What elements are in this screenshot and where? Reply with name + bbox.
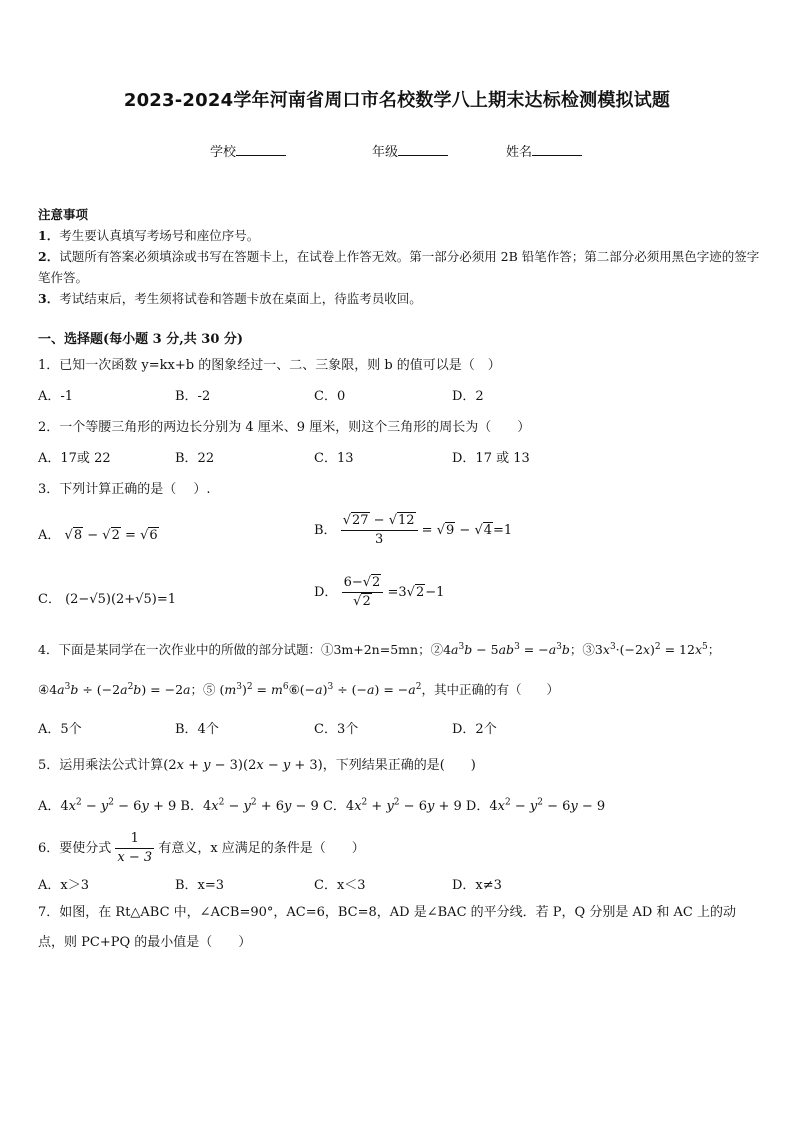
- math-expression: √2: [102, 528, 120, 543]
- q3-option-d[interactable]: D． $\frac{6-√2}{√2}$ =3√2−1: [314, 575, 445, 609]
- grade-label: 年级: [372, 145, 399, 160]
- fraction: [115, 830, 154, 867]
- operator: −: [87, 528, 99, 543]
- grade-blank[interactable]: [398, 142, 448, 156]
- question-6-stem: [38, 830, 760, 867]
- q5-tail: ，下列结果正确的是( ): [322, 758, 476, 773]
- q4-intro: 4．下面是某同学在一次作业中的所做的部分试题：①3m+2n=5mn；②: [38, 642, 444, 657]
- fraction: [342, 574, 384, 611]
- fraction-denominator: √2: [353, 594, 371, 609]
- q5-option-b[interactable]: B．$4x^2 - y^2 + 6y - 9$: [180, 797, 319, 814]
- q3-d-label: D．: [314, 585, 338, 600]
- math-expression: √8: [64, 528, 83, 543]
- radicand: 9: [446, 523, 455, 538]
- q6-option-d[interactable]: D．x≠3: [452, 878, 502, 893]
- grade-field[interactable]: [372, 141, 448, 160]
- formula-4: $④4a^3b \div (-2a^2b) = -2a$；⑤ $(m^3)^2$ = $m^6⑥(-a)^3 \div (-a) = -a^2$: [38, 681, 422, 697]
- q4-tail: ，其中正确的有（ ）: [421, 682, 559, 697]
- name-blank[interactable]: [532, 142, 582, 156]
- radicand: 2: [415, 585, 425, 600]
- q1-option-b[interactable]: B．-2: [175, 389, 211, 404]
- radicand: 6: [149, 528, 158, 543]
- q5-intro: 5．运用乘法公式计算: [38, 758, 164, 773]
- note-item: [38, 225, 760, 246]
- q6-option-c[interactable]: C．x＜3: [314, 878, 366, 893]
- question-7-stem: 7．如图，在 Rt△ABC 中，∠ACB=90°，AC=6，BC=8，AD 是∠BAC 的平分线．若 P，Q 分别是 AD 和 AC 上的动点，则 PC+PQ 的最小值是（ ）: [38, 905, 736, 950]
- radicand: 8: [73, 528, 83, 543]
- q3-c-label: C．: [38, 592, 61, 607]
- q4-option-b[interactable]: B．4个: [175, 722, 219, 737]
- q6-option-b[interactable]: B．x=3: [175, 878, 225, 893]
- q2-option-b[interactable]: B．22: [175, 451, 215, 466]
- note-number: 1．: [38, 228, 60, 243]
- fraction-numerator: √27 − √12: [341, 512, 418, 531]
- radicand: 2: [111, 528, 120, 543]
- q1-option-a[interactable]: A．-1: [38, 389, 74, 404]
- note-item: [38, 288, 760, 309]
- question-4-stem: [38, 640, 760, 658]
- q6-tail: 有意义，x 应满足的条件是（ ）: [158, 841, 365, 856]
- formula: (2x + y − 3)(2x − y + 3): [163, 758, 323, 773]
- page-title: 2023-2024学年河南省周口市名校数学八上期末达标检测模拟试题: [123, 90, 671, 111]
- fraction-denominator: 3: [374, 532, 384, 547]
- q2-option-a[interactable]: A．17或 22: [38, 451, 111, 466]
- question-2-stem: 2．一个等腰三角形的两边长分别为 4 厘米、9 厘米，则这个三角形的周长为（ ）: [38, 420, 531, 435]
- name-field[interactable]: [506, 141, 582, 160]
- equals-part: =1: [493, 523, 513, 538]
- q3-a-label: A．: [38, 528, 61, 543]
- q4-option-d[interactable]: D．2个: [452, 722, 497, 737]
- formula-2: $4a^3b - 5ab^3 = -a^3b$；$③3x^3\cdot(-2x)^2 = 12x^5$；: [443, 641, 721, 657]
- note-number: 3．: [38, 291, 60, 306]
- q1-option-d[interactable]: D．2: [452, 389, 484, 404]
- q2-option-d[interactable]: D．17 或 13: [452, 451, 530, 466]
- q1-option-c[interactable]: C．0: [314, 389, 346, 404]
- q5-option-d[interactable]: D．$4x^2 - y^2 - 6y - 9$: [465, 797, 606, 814]
- q4-option-c[interactable]: C．3个: [314, 722, 359, 737]
- name-label: 姓名: [506, 145, 533, 160]
- q5-option-c[interactable]: C．$4x^2 + y^2 - 6y + 9$: [322, 797, 462, 814]
- note-text: 考生要认真填写考场号和座位序号。: [59, 228, 260, 243]
- notes-heading: 注意事项: [38, 207, 89, 222]
- note-item: [38, 246, 760, 288]
- equals-part: =3: [387, 585, 407, 600]
- q5-option-a[interactable]: A．$4x^2 - y^2 - 6y + 9$: [38, 797, 177, 814]
- fraction: [341, 512, 418, 549]
- note-text: 考试结束后，考生须将试卷和答题卡放在桌面上，待监考员收回。: [59, 291, 422, 306]
- notes-section: [38, 204, 760, 309]
- fraction-denominator: x − 3: [117, 850, 153, 865]
- question-5-stem: [38, 754, 760, 773]
- fraction-numerator: 6−√2: [342, 574, 384, 593]
- q3-option-c[interactable]: [38, 588, 176, 607]
- expression-tail: −1: [425, 585, 445, 600]
- question-3-stem: 3．下列计算正确的是（ ）.: [38, 482, 211, 497]
- note-text: 试题所有答案必须填涂或书写在答题卡上，在试卷上作答无效。第一部分必须用 2B 铅笔作答；第二部分必须用黑色字迹的签字笔作答。: [38, 249, 760, 285]
- note-number: 2．: [38, 249, 60, 264]
- radicand: 4: [483, 523, 493, 538]
- question-4-line-2: [38, 680, 760, 698]
- school-field[interactable]: [210, 141, 286, 160]
- q4-option-a[interactable]: A．5个: [38, 722, 82, 737]
- q3-b-label: B．: [314, 523, 337, 538]
- q6-intro: 6．要使分式: [38, 841, 112, 856]
- math-expression: √6: [140, 528, 158, 543]
- q2-option-c[interactable]: C．13: [314, 451, 354, 466]
- school-blank[interactable]: [236, 142, 286, 156]
- fraction-numerator: 1: [115, 830, 154, 849]
- math-expression: (2−√5)(2+√5)=1: [65, 592, 176, 607]
- q3-option-a[interactable]: [38, 524, 159, 543]
- section-title: 一、选择题(每小题 3 分,共 30 分): [38, 332, 244, 347]
- operator: =: [125, 528, 136, 543]
- q3-option-b[interactable]: B． $\frac{√27 - √12}{3}$ = √9 − √4=1: [314, 513, 513, 547]
- question-1-stem: 1．已知一次函数 y=kx+b 的图象经过一、二、三象限，则 b 的值可以是（ ）: [38, 358, 501, 373]
- q6-option-a[interactable]: A．x＞3: [38, 878, 89, 893]
- school-label: 学校: [210, 145, 237, 160]
- q5-options-row: [38, 795, 605, 814]
